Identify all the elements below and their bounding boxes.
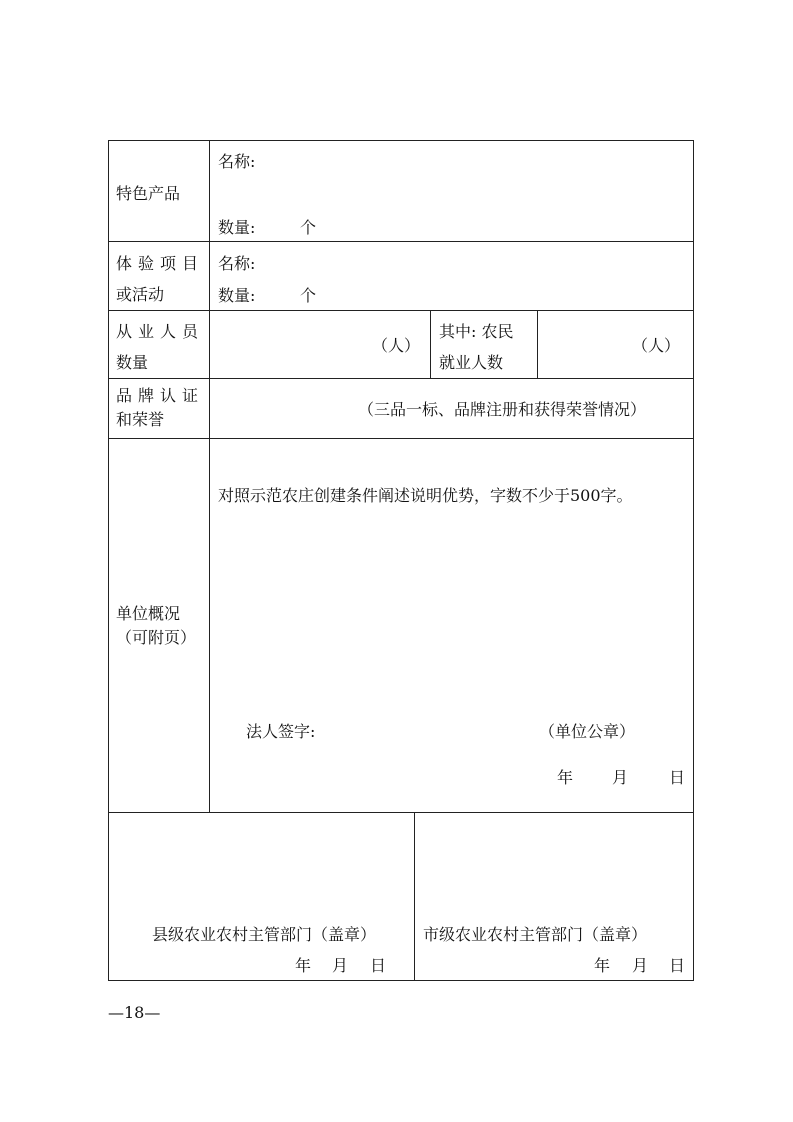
experience-count-label: 数量: — [218, 286, 256, 305]
featured-product-name-label: 名称: — [218, 152, 256, 171]
staff-divider-2 — [537, 310, 538, 378]
department-divider — [414, 812, 415, 980]
city-date-day: 日 — [669, 956, 686, 975]
experience-label-line1: 体验项目 — [116, 254, 205, 273]
city-dept-label: 市级农业农村主管部门（盖章） — [423, 925, 648, 944]
brand-hint: （三品一标、品牌注册和获得荣誉情况） — [358, 400, 647, 419]
seal-label: （单位公章） — [539, 722, 636, 741]
overview-date-month: 月 — [612, 768, 629, 787]
featured-product-label: 特色产品 — [116, 184, 181, 203]
overview-instruction: 对照示范农庄创建条件阐述说明优势，字数不少于500字。 — [218, 486, 633, 505]
farmer-label-line1: 其中: 农民 — [439, 322, 514, 341]
staff-divider-1 — [430, 310, 431, 378]
page-number: —18— — [108, 1003, 161, 1022]
county-dept-label: 县级农业农村主管部门（盖章） — [152, 925, 377, 944]
row-divider-2 — [108, 310, 694, 311]
city-date-year: 年 — [594, 956, 611, 975]
county-date-month: 月 — [332, 956, 349, 975]
row-divider-4 — [108, 438, 694, 439]
farmer-unit: （人） — [632, 336, 681, 355]
farmer-label-line2: 就业人数 — [439, 353, 504, 372]
overview-label-line2: （可附页） — [116, 628, 197, 647]
brand-label-line1: 品牌认证 — [116, 386, 205, 405]
row-divider-3 — [108, 378, 694, 379]
featured-product-count-unit: 个 — [300, 218, 317, 237]
featured-product-count-label: 数量: — [218, 218, 256, 237]
city-date-month: 月 — [632, 956, 649, 975]
staff-label-line1: 从业人员 — [116, 322, 205, 341]
table-border-right — [693, 140, 694, 981]
signature-label: 法人签字: — [246, 722, 316, 741]
experience-name-label: 名称: — [218, 254, 256, 273]
row-divider-5 — [108, 812, 694, 813]
table-border-bottom — [108, 980, 694, 981]
experience-count-unit: 个 — [300, 286, 317, 305]
staff-unit: （人） — [372, 336, 421, 355]
staff-label-line2: 数量 — [116, 353, 149, 372]
brand-label-line2: 和荣誉 — [116, 410, 165, 429]
county-date-day: 日 — [370, 956, 387, 975]
table-border-left — [108, 140, 109, 981]
label-column-divider — [209, 140, 210, 812]
county-date-year: 年 — [295, 956, 312, 975]
overview-label-line1: 单位概况 — [116, 604, 181, 623]
overview-date-day: 日 — [669, 768, 686, 787]
row-divider-1 — [108, 241, 694, 242]
overview-date-year: 年 — [557, 768, 574, 787]
table-border-top — [108, 140, 694, 141]
experience-label-line2: 或活动 — [116, 285, 165, 304]
